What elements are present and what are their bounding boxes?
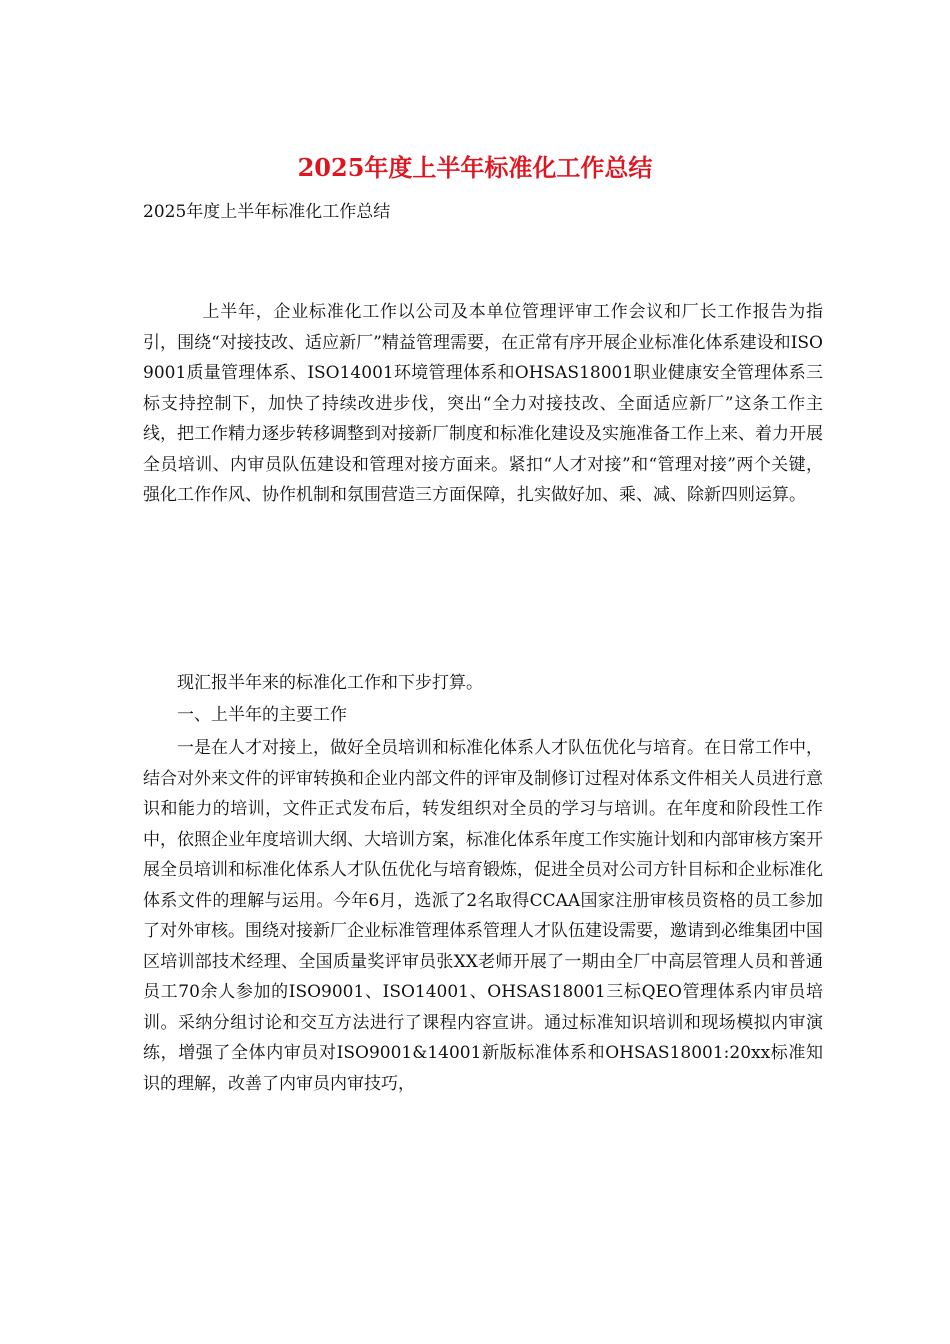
document-title: 2025年度上半年标准化工作总结 [297,153,653,182]
body-paragraph: 一是在人才对接上，做好全员培训和标准化体系人才队伍优化与培育。在日常工作中，结合对外来文件的评审转换和企业内部文件的评审及制修订过程对体系文件相关人员进行意识和能力的培训，文件正式发布后，转发组织对全员的学习与培训。在年度和阶段性工作中，依照企业年度培训大纲、大培训方案，标准化体系年度工作实施计划和内部审核方案开展全员培训和标准化体系人才队伍优化与培育锻炼，促进全员对公司方针目标和企业标准化体系文件的理解与运用。今年6月，选派了2名取得CCAA国家注册审核员资格的员工参加了对外审核。围绕对接新厂企业标准管理体系管理人才队伍建设需要，邀请到必维集团中国区培训部技术经理、全国质量奖评审员张XX老师开展了一期由全厂中高层管理人员和普通员工70余人参加的ISO9001、ISO14001、OHSAS18001三标QEO管理体系内审员培训。采纳分组讨论和交互方法进行了课程内容宣讲。通过标准知识培训和现场模拟内审演练，增强了全体内审员对ISO9001&14001新版标准体系和OHSAS18001:20xx标准知识的理解，改善了内审员内审技巧， [143,738,823,1094]
report-intro-paragraph: 现汇报半年来的标准化工作和下步打算。 [177,673,483,693]
document-subtitle: 2025年度上半年标准化工作总结 [143,202,391,222]
section-heading: 一、上半年的主要工作 [177,705,347,725]
intro-paragraph: 上半年，企业标准化工作以公司及本单位管理评审工作会议和厂长工作报告为指引，围绕“对接技改、适应新厂”精益管理需要，在正常有序开展企业标准化体系建设和ISO9001质量管理体系、ISO14001环境管理体系和OHSAS18001职业健康安全管理体系三标支持控制下，加快了持续改进步伐，突出“全力对接技改、全面适应新厂”这条工作主线，把工作精力逐步转移调整到对接新厂制度和标准化建设及实施准备工作上来、着力开展全员培训、内审员队伍建设和管理对接方面来。紧扣“人才对接”和“管理对接”两个关键，强化工作作风、协作机制和氛围营造三方面保障，扎实做好加、乘、减、除新四则运算。 [143,302,823,505]
